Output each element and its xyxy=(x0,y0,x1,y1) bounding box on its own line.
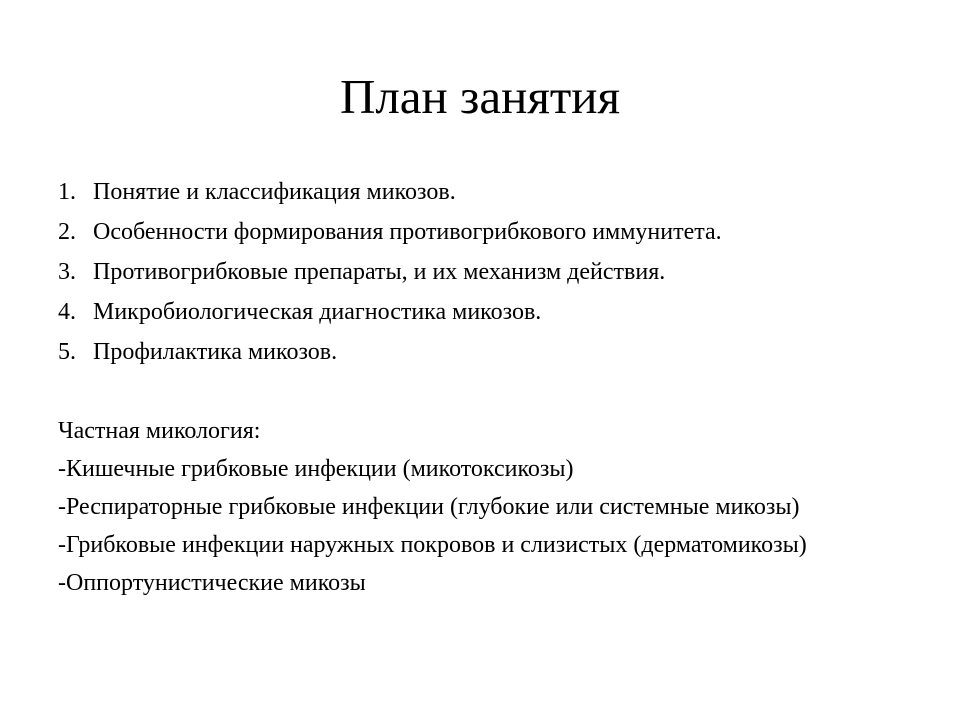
plan-item-text: Профилактика микозов. xyxy=(93,339,338,365)
plan-item xyxy=(58,172,918,212)
plan-item-text: Особенности формирования противогрибкового иммунитета. xyxy=(93,219,722,245)
plan-item-number: 5. xyxy=(58,339,76,365)
plan-item-number: 2. xyxy=(58,219,76,245)
plan-item-number: 3. xyxy=(58,259,76,285)
plan-item xyxy=(58,252,918,292)
mycology-item: -Грибковые инфекции наружных покровов и слизистых (дерматомикозы) xyxy=(58,532,807,558)
slide-body xyxy=(58,172,918,602)
mycology-list xyxy=(58,450,918,602)
plan-item-text: Противогрибковые препараты, и их механизм действия. xyxy=(93,259,666,285)
mycology-item: -Оппортунистические микозы xyxy=(58,570,366,596)
plan-item xyxy=(58,212,918,252)
plan-item-number: 1. xyxy=(58,179,76,205)
section-heading: Частная микология: xyxy=(58,418,261,444)
plan-item-number: 4. xyxy=(58,299,76,325)
plan-item-text: Микробиологическая диагностика микозов. xyxy=(93,299,542,325)
mycology-item: -Кишечные грибковые инфекции (микотоксикозы) xyxy=(58,456,574,482)
plan-item xyxy=(58,332,918,372)
slide-title: План занятия xyxy=(339,69,621,124)
plan-item xyxy=(58,292,918,332)
plan-item-text: Понятие и классификация микозов. xyxy=(93,179,456,205)
plan-list xyxy=(58,172,918,372)
mycology-item: -Респираторные грибковые инфекции (глубокие или системные микозы) xyxy=(58,494,800,520)
